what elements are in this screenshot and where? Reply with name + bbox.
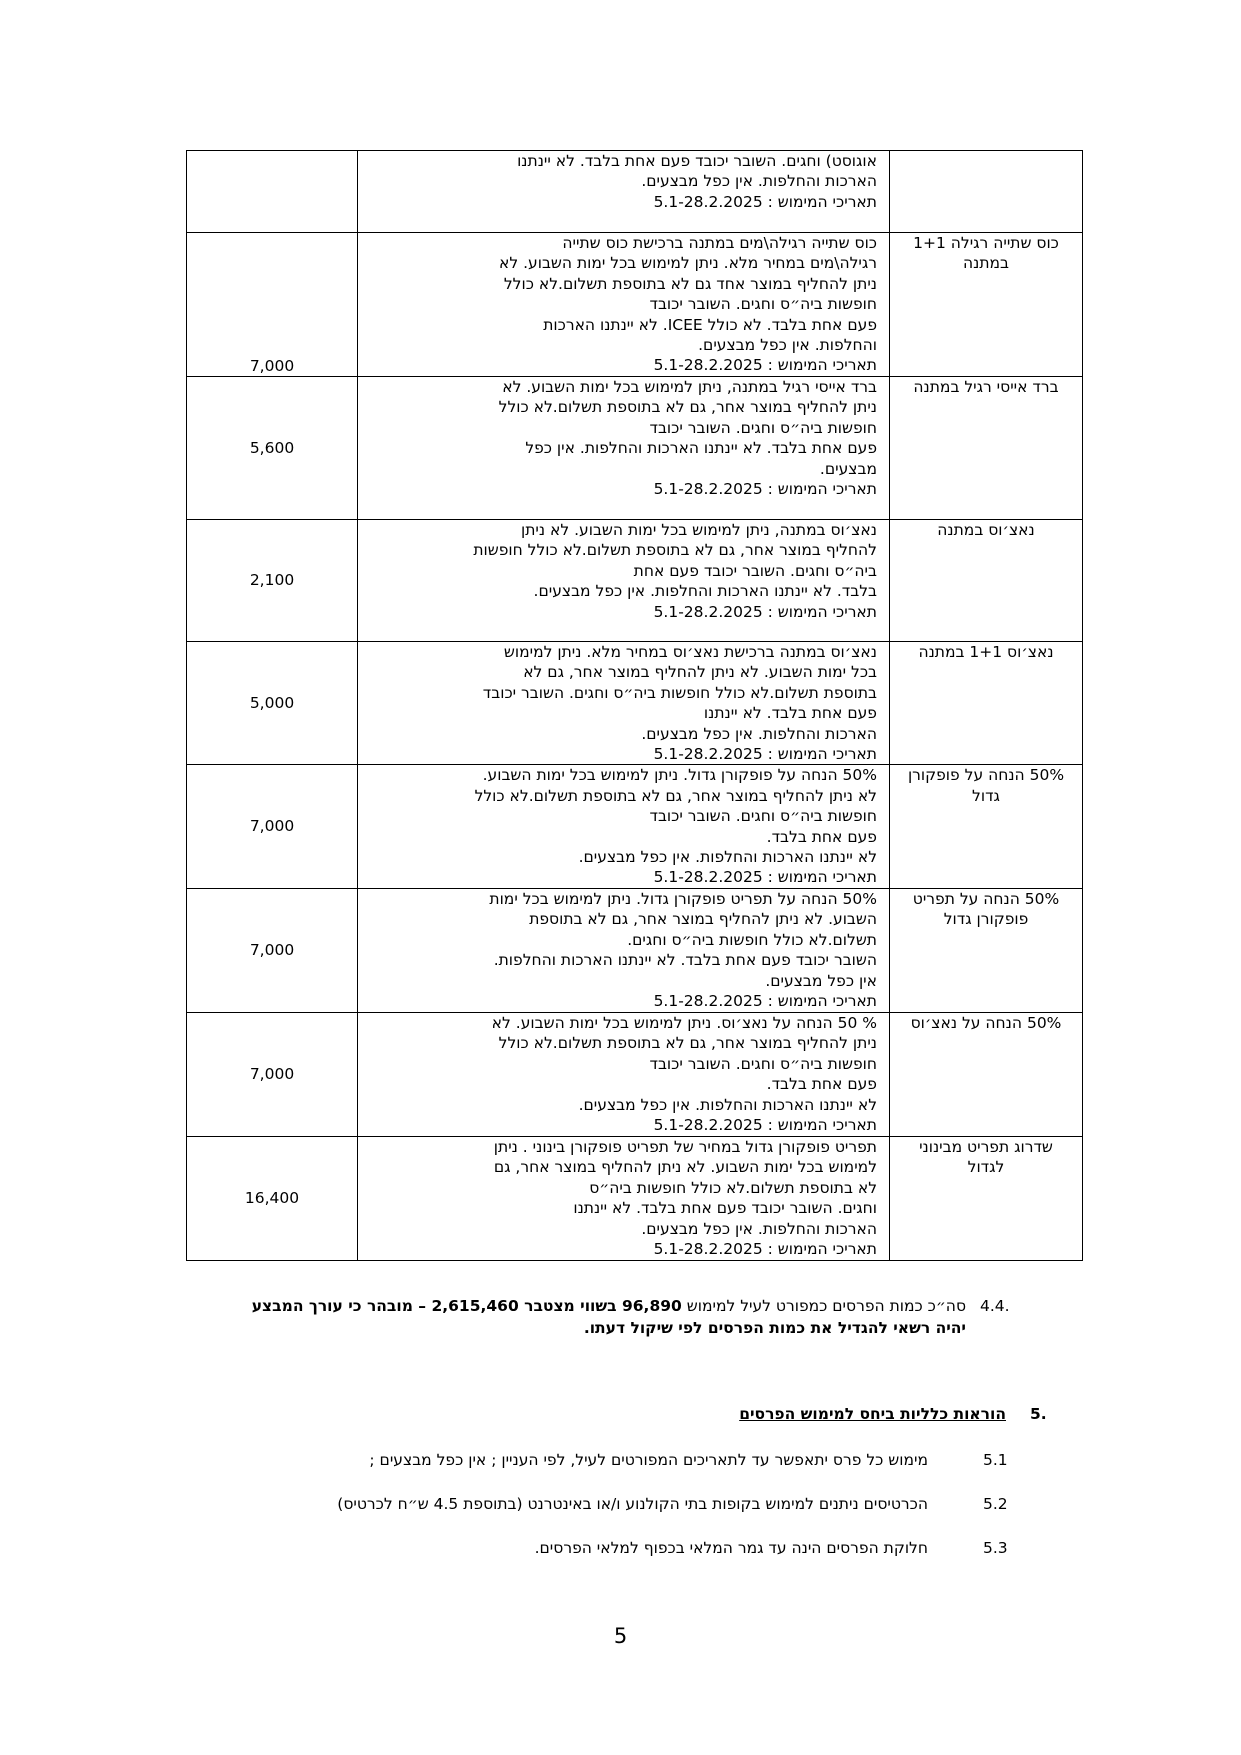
prize-name: שדרוג תפריט מבינוני לגדול xyxy=(890,1136,1083,1260)
item-number: 5.1 xyxy=(983,1451,1008,1469)
prize-description: תפריט פופקורן גדול במחיר של תפריט פופקורן בינוני . ניתן למימוש בכל ימות השבוע. לא ניתן להחליף במוצר אחר, גם לא בתוספת תשלום.לא כולל חופשות ביה״ס וחגים. השובר יכובד פעם אחת בלבד. לא יינתנו הארכות והחלפות. אין כפל מבצעים. תאריכי המימוש : 5.1-28.2.2025 xyxy=(358,1136,890,1260)
total-text: סה״כ כמות הפרסים כמפורט לעיל למימוש xyxy=(681,1297,966,1315)
section-number: 4.4. xyxy=(980,1297,1010,1315)
prize-name: 50% הנחה על פופקורן גדול xyxy=(890,765,1083,888)
prize-quantity: 5,000 xyxy=(187,642,358,765)
table-row xyxy=(187,233,1083,377)
total-prizes-line2: יהיה רשאי להגדיל את כמות הפרסים לפי שיקול דעתו. xyxy=(583,1319,966,1337)
list-item: חלוקת הפרסים הינה עד גמר המלאי בכפוף למלאי הפרסים. xyxy=(534,1539,928,1557)
prize-description: ברד אייסי רגיל במתנה, ניתן למימוש בכל ימות השבוע. לא ניתן להחליף במוצר אחר, גם לא בתוספת תשלום.לא כולל חופשות ביה״ס וחגים. השובר יכובד פעם אחת בלבד. לא יינתנו הארכות והחלפות. אין כפל מבצעים. תאריכי המימוש : 5.1-28.2.2025 xyxy=(358,377,890,520)
list-item: הכרטיסים ניתנים למימוש בקופות בתי הקולנוע ו/או באינטרנט (בתוספת 4.5 ש״ח לכרטיס) xyxy=(337,1495,928,1513)
prizes-table xyxy=(186,150,1083,1261)
prize-quantity: 7,000 xyxy=(187,888,358,1012)
item-number: 5.3 xyxy=(983,1539,1008,1557)
prize-quantity: 5,600 xyxy=(187,377,358,520)
table-row xyxy=(187,888,1083,1012)
prize-name: 50% הנחה על נאצ׳וס xyxy=(890,1012,1083,1136)
total-prizes-paragraph xyxy=(186,1296,966,1317)
prize-quantity: 7,000 xyxy=(187,233,358,377)
prize-name xyxy=(890,151,1083,233)
prize-description: אוגוסט) וחגים. השובר יכובד פעם אחת בלבד. לא יינתנו הארכות והחלפות. אין כפל מבצעים. תאריכי המימוש : 5.1-28.2.2025 xyxy=(358,151,890,233)
table-row xyxy=(187,377,1083,520)
prize-quantity: 7,000 xyxy=(187,1012,358,1136)
prize-name: 50% הנחה על תפריט פופקורן גדול xyxy=(890,888,1083,1012)
table-row xyxy=(187,642,1083,765)
prize-name: נאצ׳וס במתנה xyxy=(890,520,1083,642)
prize-quantity xyxy=(187,151,358,233)
total-value: 2,615,460 xyxy=(431,1297,519,1315)
prize-name: נאצ׳וס 1+1 במתנה xyxy=(890,642,1083,765)
prize-description: נאצ׳וס במתנה ברכישת נאצ׳וס במחיר מלא. ניתן למימוש בכל ימות השבוע. לא ניתן להחליף במוצר אחר, גם לא בתוספת תשלום.לא כולל חופשות ביה״ס וחגים. השובר יכובד פעם אחת בלבד. לא יינתנו הארכות והחלפות. אין כפל מבצעים. תאריכי המימוש : 5.1-28.2.2025 xyxy=(358,642,890,765)
prize-description: % 50 הנחה על נאצ׳וס. ניתן למימוש בכל ימות השבוע. לא ניתן להחליף במוצר אחר, גם לא בתוספת תשלום.לא כולל חופשות ביה״ס וחגים. השובר יכובד פעם אחת בלבד. לא יינתנו הארכות והחלפות. אין כפל מבצעים. תאריכי המימוש : 5.1-28.2.2025 xyxy=(358,1012,890,1136)
section-title: הוראות כלליות ביחס למימוש הפרסים xyxy=(739,1405,1006,1423)
total-quantity: 96,890 xyxy=(621,1297,682,1315)
list-item: מימוש כל פרס יתאפשר עד לתאריכים המפורטים לעיל, לפי העניין ; אין כפל מבצעים ; xyxy=(369,1451,928,1469)
table-row xyxy=(187,1012,1083,1136)
prize-quantity: 7,000 xyxy=(187,765,358,888)
table-row xyxy=(187,765,1083,888)
prize-quantity: 16,400 xyxy=(187,1136,358,1260)
total-value-label: בשווי מצטבר xyxy=(518,1297,622,1315)
prize-description: 50% הנחה על תפריט פופקורן גדול. ניתן למימוש בכל ימות השבוע. לא ניתן להחליף במוצר אחר, גם לא בתוספת תשלום.לא כולל חופשות ביה״ס וחגים. השובר יכובד פעם אחת בלבד. לא יינתנו הארכות והחלפות. אין כפל מבצעים. תאריכי המימוש : 5.1-28.2.2025 xyxy=(358,888,890,1012)
prize-name: כוס שתייה רגילה 1+1 במתנה xyxy=(890,233,1083,377)
prize-quantity: 2,100 xyxy=(187,520,358,642)
page-number: 5 xyxy=(613,1624,628,1648)
prize-description: כוס שתייה רגילה\מים במתנה ברכישת כוס שתייה רגילה\מים במחיר מלא. ניתן למימוש בכל ימות השבוע. לא ניתן להחליף במוצר אחד גם לא בתוספת תשלום.לא כולל חופשות ביה״ס וחגים. השובר יכובד פעם אחת בלבד. לא כולל ICEE. לא יינתנו הארכות והחלפות. אין כפל מבצעים. תאריכי המימוש : 5.1-28.2.2025 xyxy=(358,233,890,377)
prize-name: ברד אייסי רגיל במתנה xyxy=(890,377,1083,520)
section-number: 5. xyxy=(1030,1405,1047,1423)
item-number: 5.2 xyxy=(983,1495,1008,1513)
prize-description: 50% הנחה על פופקורן גדול. ניתן למימוש בכל ימות השבוע. לא ניתן להחליף במוצר אחר, גם לא בתוספת תשלום.לא כולל חופשות ביה״ס וחגים. השובר יכובד פעם אחת בלבד. לא יינתנו הארכות והחלפות. אין כפל מבצעים. תאריכי המימוש : 5.1-28.2.2025 xyxy=(358,765,890,888)
table-row xyxy=(187,151,1083,233)
total-note: – מובהר כי עורך המבצע xyxy=(251,1297,432,1315)
table-row xyxy=(187,1136,1083,1260)
prize-description: נאצ׳וס במתנה, ניתן למימוש בכל ימות השבוע. לא ניתן להחליף במוצר אחר, גם לא בתוספת תשלום.לא כולל חופשות ביה״ס וחגים. השובר יכובד פעם אחת בלבד. לא יינתנו הארכות והחלפות. אין כפל מבצעים. תאריכי המימוש : 5.1-28.2.2025 xyxy=(358,520,890,642)
table-row xyxy=(187,520,1083,642)
